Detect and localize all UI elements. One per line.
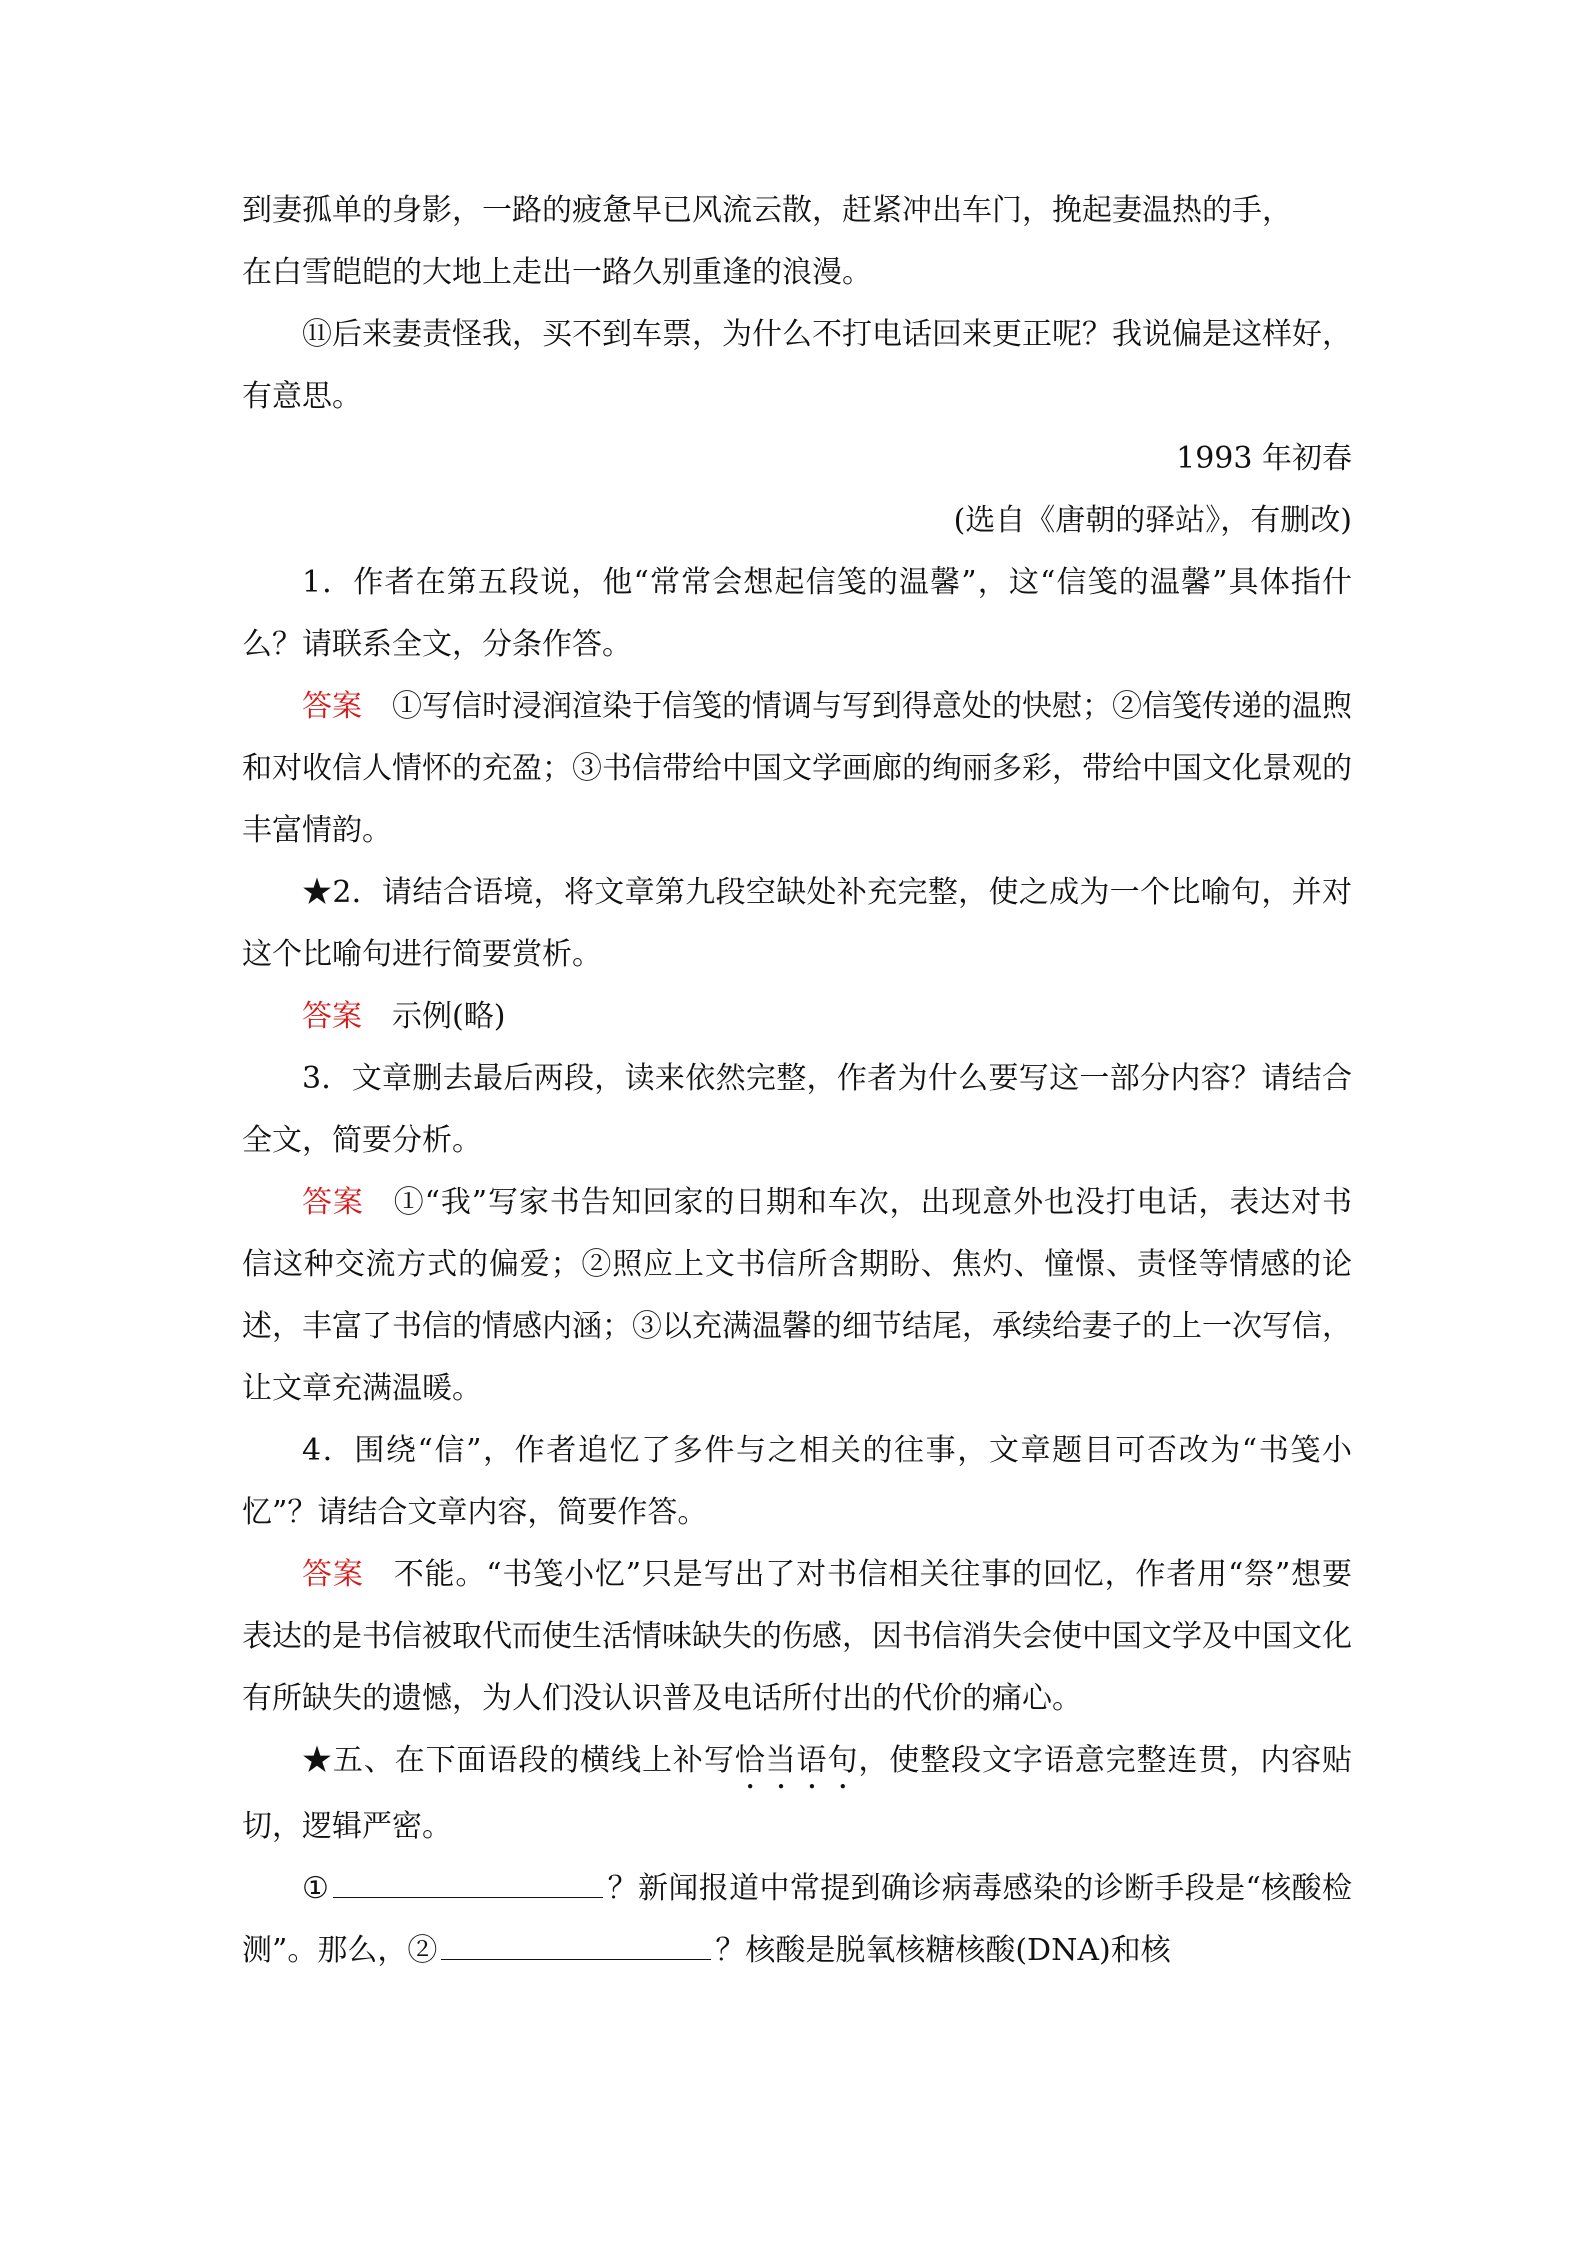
answer-label: 答案 <box>302 1185 364 1220</box>
answer-label: 答案 <box>302 1557 364 1592</box>
question-4: 4．围绕“信”，作者追忆了多件与之相关的往事，文章题目可否改为“书笺小忆”？请结合文章内容，简要作答。 <box>242 1433 1352 1530</box>
q5-post: ，使整段文字语意完整连贯，内容贴切，逻辑严密。 <box>242 1743 1353 1844</box>
blank-1[interactable] <box>333 1867 603 1898</box>
q5-passage-text-2: ？核酸是脱氧核糖核酸(DNA)和核 <box>715 1933 1171 1968</box>
date-line: 1993 年初春 <box>1176 441 1352 476</box>
q5-emphasis: 恰当语句 <box>734 1743 859 1778</box>
answer-4 <box>242 1544 1352 1730</box>
answer-1-text: ①写信时浸润渲染于信笺的情调与写到得意处的快慰；②信笺传递的温煦和对收信人情怀的充盈；③书信带给中国文学画廊的绚丽多彩，带给中国文化景观的丰富情韵。 <box>242 689 1352 848</box>
paragraph-11: ⑪后来妻责怪我，买不到车票，为什么不打电话回来更正呢？我说偏是这样好，有意思。 <box>242 317 1352 414</box>
answer-1 <box>242 676 1352 862</box>
answer-label: 答案 <box>302 999 362 1034</box>
document-page <box>242 180 1352 1982</box>
blank-1-number: ① <box>302 1871 330 1906</box>
blank-2-number: ② <box>407 1933 438 1968</box>
paragraph-10-line2: 在白雪皑皑的大地上走出一路久别重逢的浪漫。 <box>242 255 872 290</box>
question-1: 1．作者在第五段说，他“常常会想起信笺的温馨”，这“信笺的温馨”具体指什么？请联系全文，分条作答。 <box>242 565 1352 662</box>
q5-passage-text-1: ？新闻报道中常提到确诊病毒感染的诊断手段是“核酸检测”。那么， <box>242 1871 1352 1968</box>
answer-3 <box>242 1172 1352 1420</box>
blank-2[interactable] <box>441 1929 711 1960</box>
answer-4-text: 不能。“书笺小忆”只是写出了对书信相关往事的回忆，作者用“祭”想要表达的是书信被取代而使生活情味缺失的伤感，因书信消失会使中国文学及中国文化有所缺失的遗憾，为人们没认识普及电话所付出的代价的痛心。 <box>242 1557 1352 1716</box>
question-3: 3．文章删去最后两段，读来依然完整，作者为什么要写这一部分内容？请结合全文，简要分析。 <box>242 1061 1352 1158</box>
answer-2 <box>242 986 1352 1048</box>
question-5 <box>242 1730 1352 1858</box>
source-line: (选自《唐朝的驿站》，有删改) <box>953 503 1352 538</box>
q5-pre: ★五、在下面语段的横线上补写 <box>302 1743 735 1778</box>
answer-2-text: 示例(略) <box>392 999 506 1034</box>
paragraph-10-line1: 到妻孤单的身影，一路的疲惫早已风流云散，赶紧冲出车门，挽起妻温热的手， <box>242 193 1292 228</box>
answer-3-text: ①“我”写家书告知回家的日期和车次，出现意外也没打电话，表达对书信这种交流方式的偏爱；②照应上文书信所含期盼、焦灼、憧憬、责怪等情感的论述，丰富了书信的情感内涵；③以充满温馨的细节结尾，承续给妻子的上一次写信，让文章充满温暖。 <box>242 1185 1352 1406</box>
question-2: ★2．请结合语境，将文章第九段空缺处补充完整，使之成为一个比喻句，并对这个比喻句进行简要赏析。 <box>242 875 1352 972</box>
q5-passage <box>242 1858 1352 1982</box>
answer-label: 答案 <box>302 689 362 724</box>
